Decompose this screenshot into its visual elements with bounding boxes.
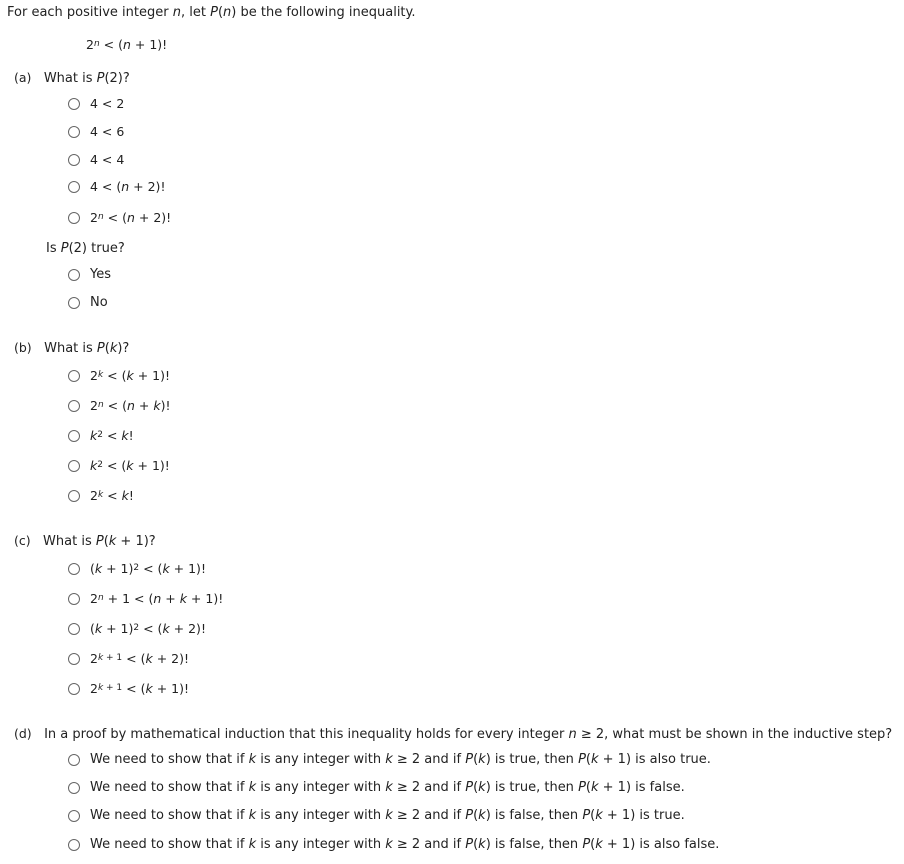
option-label: We need to show that if k is any integer with k ≥ 2 and if P(k) is true, then P(k + 1) is also true. [90,752,711,767]
radio-button[interactable] [68,563,80,575]
intro-text: For each positive integer n, let P(n) be the following inequality. [7,5,416,20]
radio-button[interactable] [68,653,80,665]
radio-button[interactable] [68,98,80,110]
option-label: 4 < (n + 2)! [90,179,166,194]
part-c-question: (c) What is P(k + 1)? [14,533,156,549]
radio-button[interactable] [68,430,80,442]
option-label: 4 < 4 [90,152,125,167]
option-label: We need to show that if k is any integer with k ≥ 2 and if P(k) is false, then P(k + 1) is also false. [90,837,720,852]
option-label: $(k + 1)^2 < (k + 2)$! [90,621,206,636]
part-c-option-4[interactable] [68,651,189,667]
radio-button[interactable] [68,154,80,166]
part-a-no-option[interactable] [68,295,108,311]
radio-button[interactable] [68,181,80,193]
option-label: $2^k < (k + 1)$! [90,368,170,383]
radio-button[interactable] [68,683,80,695]
part-b-option-3[interactable] [68,428,134,444]
part-a-option-5[interactable] [68,210,171,226]
option-label: 4 < 6 [90,124,125,139]
inequality-statement: $2^n < (n + 1)$! [86,37,168,52]
part-c-option-1[interactable] [68,561,206,577]
part-a-question-2: Is P(2) true? [46,241,125,256]
radio-button[interactable] [68,839,80,851]
option-label: $2^n + 1 < (n + k + 1)$! [90,591,224,606]
radio-button[interactable] [68,297,80,309]
part-a-option-2[interactable] [68,124,124,140]
option-label: We need to show that if k is any integer with k ≥ 2 and if P(k) is false, then P(k + 1) is true. [90,808,685,823]
radio-button[interactable] [68,623,80,635]
part-a-yes-option[interactable] [68,267,111,283]
part-a-question: (a) What is P(2)? [14,70,130,86]
part-d-option-1[interactable] [68,752,711,768]
option-label: $2^{k + 1} < (k + 2)$! [90,651,189,666]
part-d-option-3[interactable] [68,808,685,824]
option-label: $2^{k + 1} < (k + 1)$! [90,681,189,696]
part-d-question: (d) In a proof by mathematical induction that this inequality holds for every integer n ≥ 2, what must be shown in the inductive step? [14,726,893,742]
part-b-option-4[interactable] [68,458,170,474]
option-label: No [90,295,108,310]
radio-button[interactable] [68,593,80,605]
radio-button[interactable] [68,269,80,281]
option-label: $k^2 < (k + 1)$! [90,458,170,473]
part-a-option-4[interactable] [68,179,165,195]
option-label: $2^n < (n + k)$! [90,398,171,413]
option-label: We need to show that if k is any integer with k ≥ 2 and if P(k) is true, then P(k + 1) is false. [90,780,685,795]
part-b-option-2[interactable] [68,398,170,414]
part-c-option-3[interactable] [68,621,206,637]
radio-button[interactable] [68,212,80,224]
radio-button[interactable] [68,782,80,794]
part-a-option-1[interactable] [68,96,124,112]
option-label: $k^2 < k$! [90,428,134,443]
part-b-option-5[interactable] [68,488,134,504]
option-label: $(k + 1)^2 < (k + 1)$! [90,561,206,576]
part-d-option-2[interactable] [68,780,685,796]
part-b-question: (b) What is P(k)? [14,340,130,356]
part-a-option-3[interactable] [68,152,124,168]
radio-button[interactable] [68,754,80,766]
radio-button[interactable] [68,490,80,502]
radio-button[interactable] [68,460,80,472]
radio-button[interactable] [68,370,80,382]
radio-button[interactable] [68,400,80,412]
radio-button[interactable] [68,126,80,138]
option-label: $2^n < (n + 2)$! [90,210,172,225]
option-label: $2^k < k$! [90,488,134,503]
option-label: Yes [90,267,111,282]
part-b-option-1[interactable] [68,368,170,384]
radio-button[interactable] [68,810,80,822]
part-c-option-5[interactable] [68,681,189,697]
part-d-option-4[interactable] [68,837,719,853]
option-label: 4 < 2 [90,96,125,111]
part-c-option-2[interactable] [68,591,223,607]
